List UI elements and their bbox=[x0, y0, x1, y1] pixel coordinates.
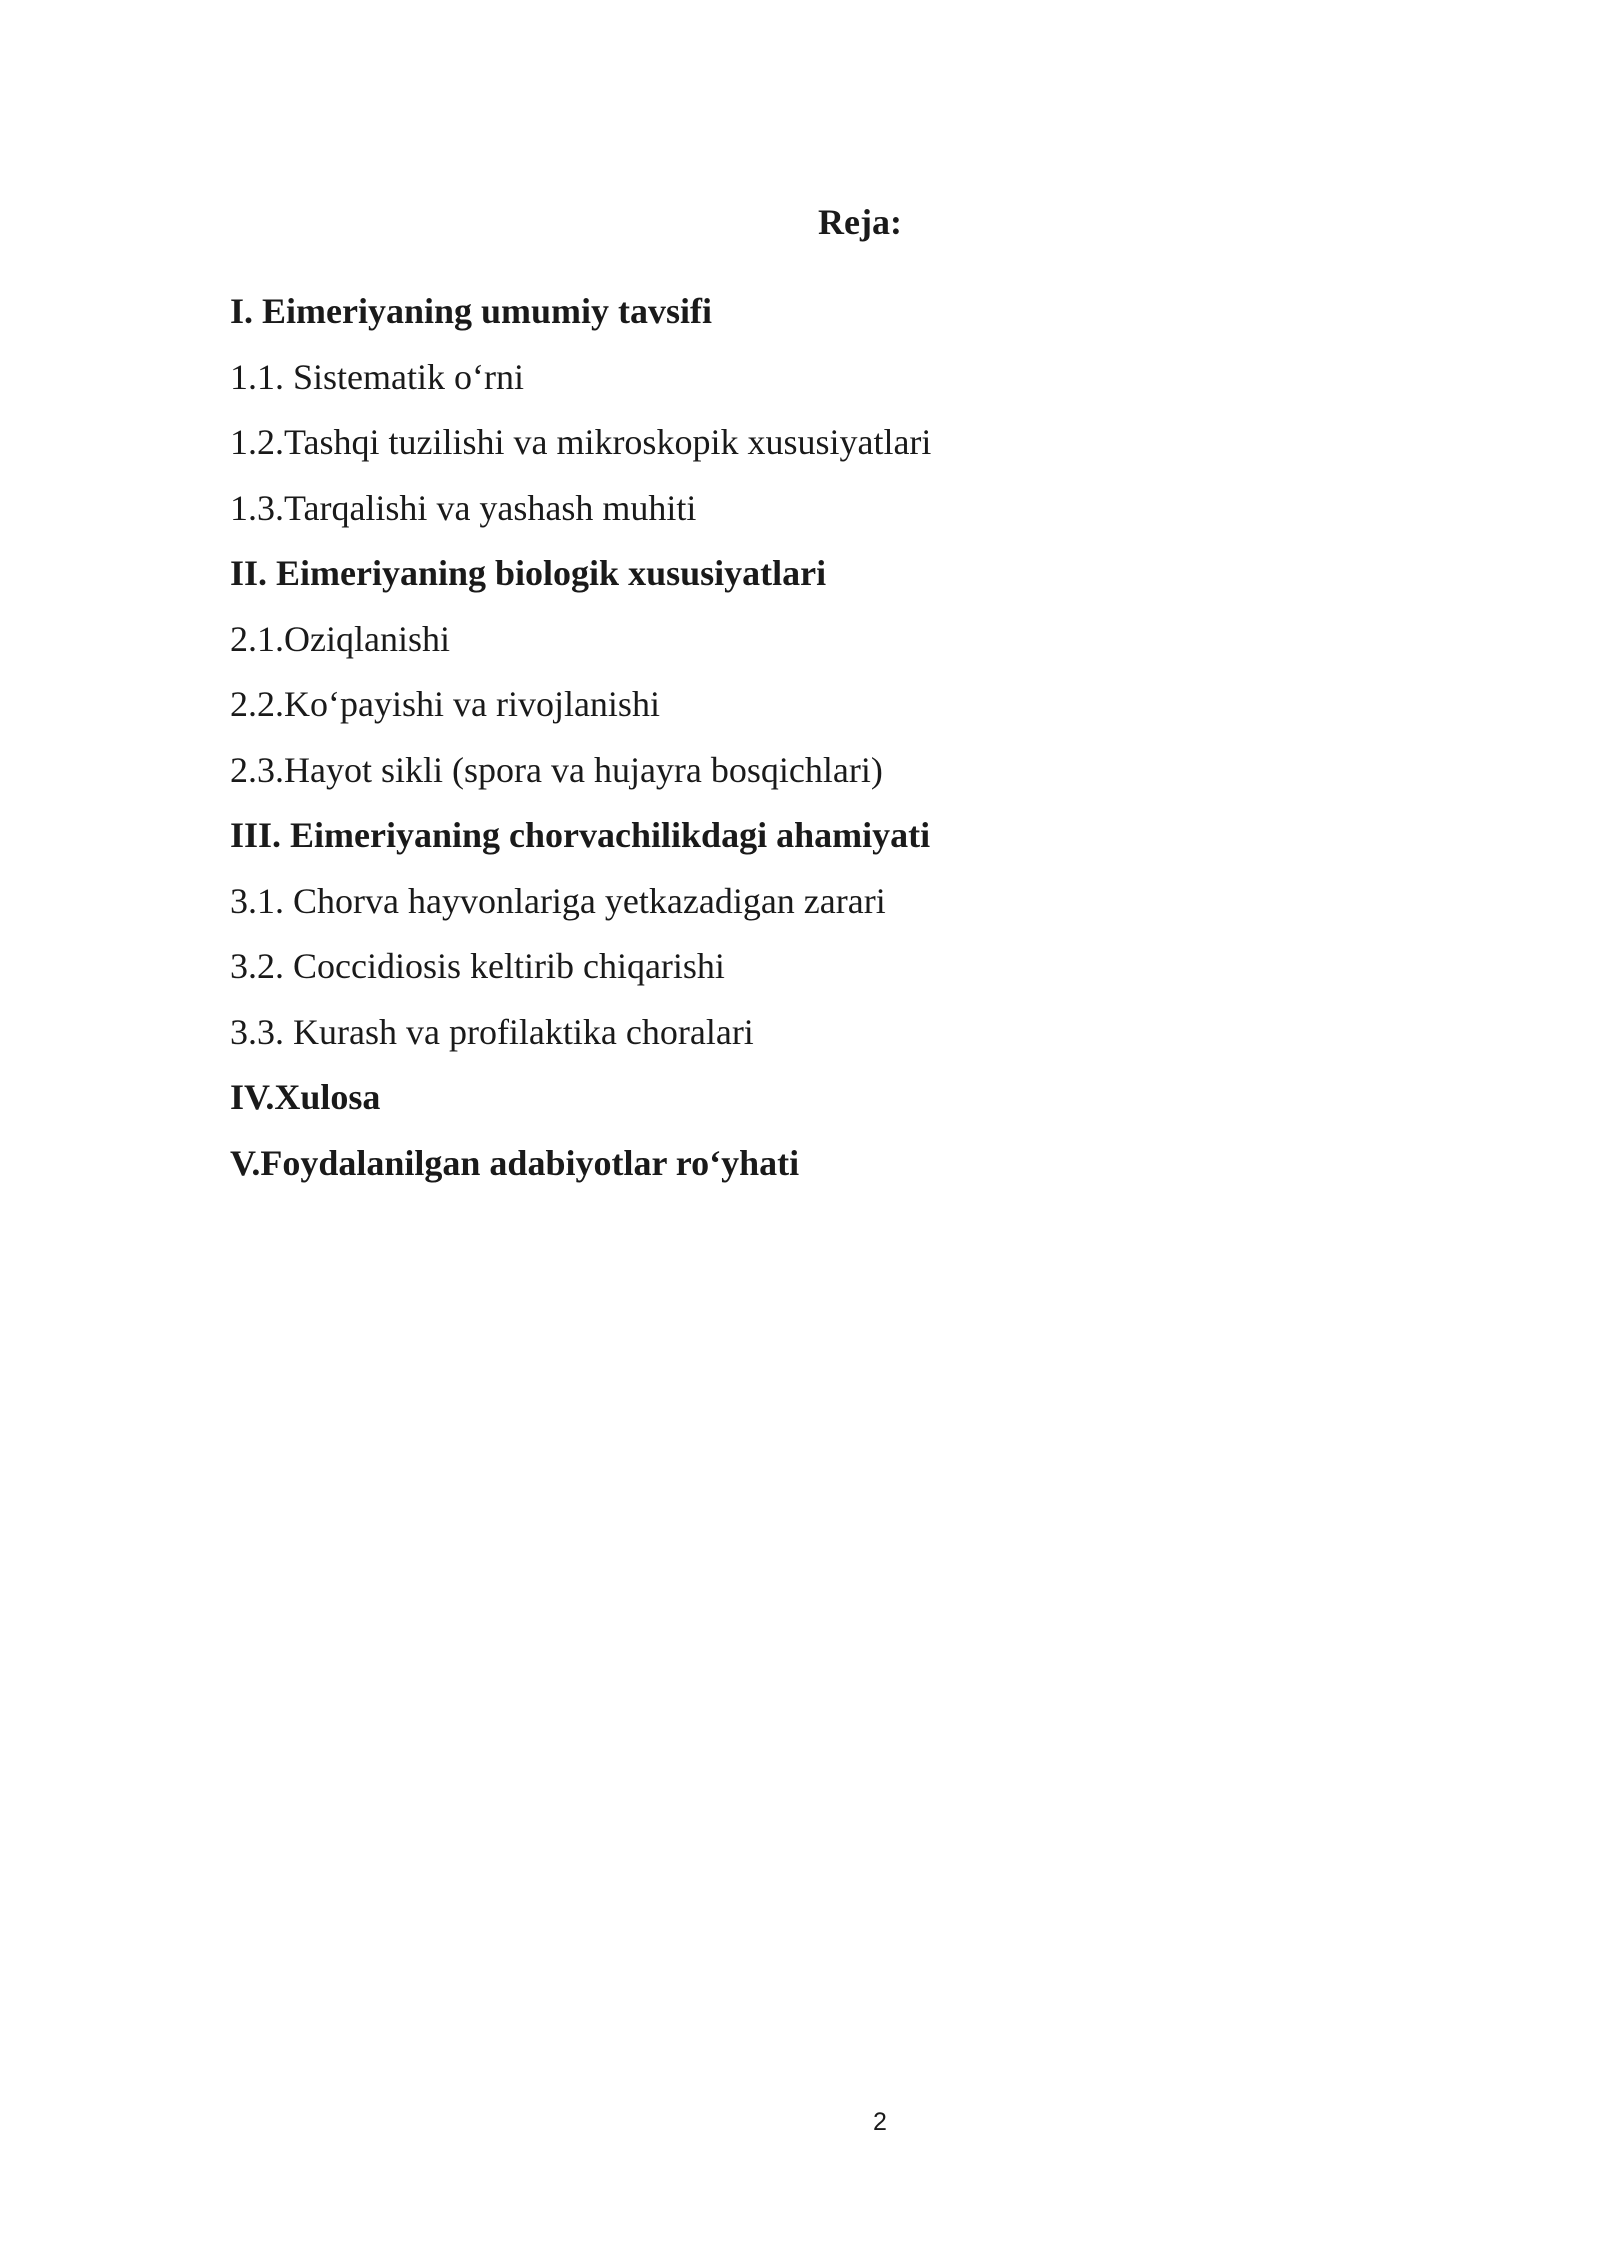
toc-section-2: II. Eimeriyaning biologik xususiyatlari bbox=[230, 553, 827, 593]
toc-item-1-1: 1.1. Sistematik o‘rni bbox=[230, 356, 524, 397]
toc-item-3-2: 3.2. Coccidiosis keltirib chiqarishi bbox=[230, 946, 725, 986]
toc-item-2-1: 2.1.Oziqlanishi bbox=[230, 618, 450, 659]
page-title: Reja: bbox=[818, 202, 902, 242]
toc-item-2-2: 2.2.Ko‘payishi va rivojlanishi bbox=[230, 684, 660, 724]
toc-section-4: IV.Xulosa bbox=[230, 1077, 381, 1117]
toc-section-5: V.Foydalanilgan adabiyotlar ro‘yhati bbox=[230, 1142, 800, 1183]
page-number: 2 bbox=[873, 2108, 887, 2136]
table-of-contents bbox=[230, 287, 1430, 1204]
toc-section-1: I. Eimeriyaning umumiy tavsifi bbox=[230, 291, 713, 331]
toc-item-2-3: 2.3.Hayot sikli (spora va hujayra bosqichlari) bbox=[230, 749, 883, 790]
toc-item-3-3: 3.3. Kurash va profilaktika choralari bbox=[230, 1011, 754, 1052]
toc-item-1-2: 1.2.Tashqi tuzilishi va mikroskopik xususiyatlari bbox=[230, 422, 932, 462]
toc-item-1-3: 1.3.Tarqalishi va yashash muhiti bbox=[230, 487, 697, 528]
toc-item-3-1: 3.1. Chorva hayvonlariga yetkazadigan zarari bbox=[230, 880, 886, 921]
toc-section-3: III. Eimeriyaning chorvachilikdagi ahamiyati bbox=[230, 815, 931, 855]
